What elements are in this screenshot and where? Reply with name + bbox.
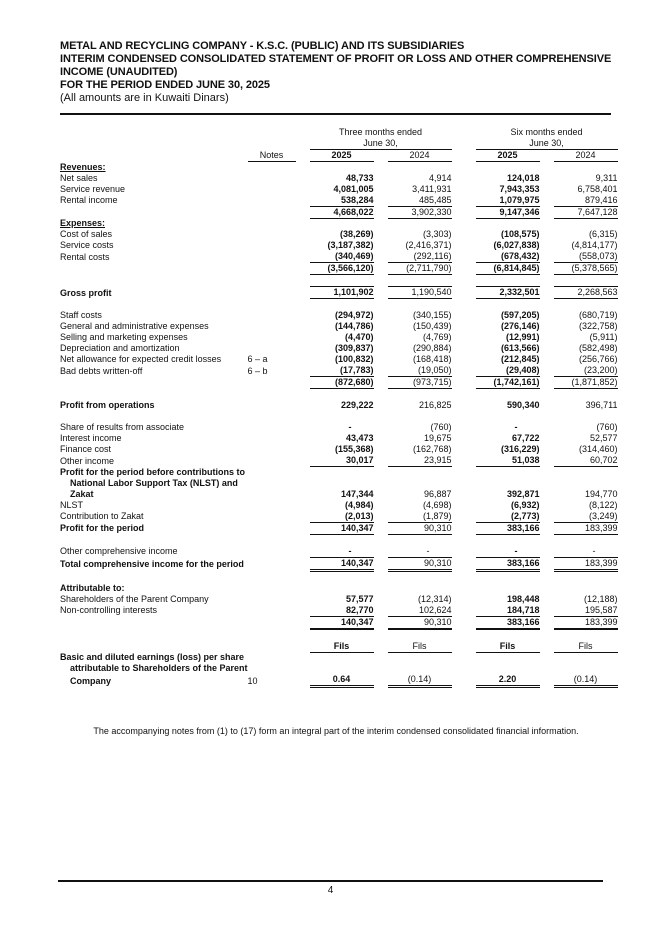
table-row [60, 354, 618, 365]
value: (144,786) [335, 321, 374, 331]
three-months-header: Three months ended [339, 127, 423, 137]
table-row [60, 184, 618, 195]
value: 879,416 [554, 195, 618, 207]
value: (678,432) [476, 251, 540, 263]
value: (314,460) [579, 444, 618, 454]
value: 3,411,931 [412, 183, 452, 194]
value: 102,624 [388, 605, 452, 617]
table-row [60, 173, 618, 184]
row-label: Company [70, 675, 112, 686]
statement-header [60, 40, 612, 105]
value: (1,742,161) [476, 377, 540, 389]
note-ref [248, 343, 296, 354]
row-label: Selling and marketing expenses [60, 332, 188, 342]
row-label: General and administrative expenses [60, 321, 209, 331]
row-label: Non-controlling interests [60, 605, 158, 615]
value: 396,711 [585, 400, 618, 410]
row-label: Contribution to Zakat [60, 511, 144, 521]
row-label: Profit for the period [60, 523, 144, 533]
note-ref [248, 321, 296, 332]
row-label: Gross profit [60, 287, 112, 298]
eps-label-2: attributable to Shareholders of the Parent [70, 663, 248, 673]
value: (973,715) [388, 377, 452, 389]
value: 1,190,540 [388, 287, 452, 299]
row-label: Rental costs [60, 251, 110, 262]
year-header-6m-current: 2025 [476, 150, 540, 162]
table-row [60, 455, 618, 467]
value: 194,770 [584, 488, 618, 499]
row-label: Net allowance for expected credit losses [60, 354, 222, 364]
row-label: Other comprehensive income [60, 546, 178, 556]
value: (613,566) [501, 343, 540, 353]
row-label: Other income [60, 455, 115, 466]
value: (4,769) [423, 332, 452, 342]
value: 392,871 [506, 488, 540, 499]
row-label: Profit from operations [60, 400, 155, 410]
row-label: Net sales [60, 172, 98, 183]
value: (2,416,371) [405, 240, 452, 250]
value: (322,758) [579, 321, 618, 331]
row-label: Depreciation and amortization [60, 343, 180, 353]
value: (6,932) [511, 499, 540, 510]
row-label: Zakat [70, 488, 94, 499]
value: 48,733 [346, 172, 374, 183]
value: (1,871,852) [554, 377, 618, 389]
total-comprehensive-row [60, 557, 618, 570]
row-label: Rental income [60, 195, 118, 205]
revenues-heading: Revenues: [60, 161, 106, 172]
table-row [60, 343, 618, 354]
value: 43,473 [346, 433, 374, 443]
value: (3,566,120) [310, 263, 374, 275]
value: (760) [596, 422, 618, 432]
value: (0.14) [388, 674, 452, 687]
value: 2.20 [476, 674, 540, 687]
value: 183,399 [554, 616, 618, 629]
value: (4,698) [423, 499, 452, 510]
table-row [60, 365, 618, 377]
table-row [60, 433, 618, 444]
value: (6,027,838) [493, 240, 540, 250]
value: (597,205) [501, 310, 540, 320]
value: (17,783) [310, 365, 374, 377]
table-row [60, 229, 618, 240]
value: (6,814,845) [476, 263, 540, 275]
value: 140,347 [310, 522, 374, 534]
value: 1,101,902 [310, 287, 374, 299]
oci-row [60, 546, 618, 558]
value: 90,310 [388, 616, 452, 629]
value: (872,680) [310, 377, 374, 389]
three-months-subheader: June 30, [310, 138, 452, 150]
eps-row [60, 674, 618, 687]
note-ref: 6 – a [247, 354, 268, 364]
profit-from-operations-row [60, 400, 618, 411]
table-row [60, 605, 618, 617]
expenses-heading: Expenses: [60, 218, 106, 228]
table-row [60, 444, 618, 455]
column-group-header [60, 127, 618, 138]
notes-header: Notes [248, 150, 296, 162]
row-label: NLST [60, 499, 84, 510]
value: 23,915 [388, 455, 452, 467]
value: 51,038 [476, 455, 540, 467]
six-months-header: Six months ended [510, 127, 583, 137]
unit-label: Fils [388, 641, 452, 653]
value: 198,448 [506, 593, 540, 604]
value: (212,845) [501, 354, 540, 364]
table-row [60, 310, 618, 321]
value: (38,269) [340, 229, 374, 239]
value: 90,310 [388, 557, 452, 570]
value: 216,825 [418, 400, 452, 410]
value: 1,079,975 [476, 195, 540, 207]
value: (290,884) [413, 343, 452, 353]
row-label: Service revenue [60, 183, 126, 194]
value: - [554, 546, 618, 558]
year-header-3m-current: 2025 [310, 150, 374, 162]
eps-unit-row [60, 641, 618, 653]
value: (276,146) [501, 321, 540, 331]
value: (4,814,177) [571, 240, 618, 250]
currency-note: (All amounts are in Kuwaiti Dinars) [60, 92, 229, 104]
table-row [60, 332, 618, 343]
value: 538,284 [310, 195, 374, 207]
value: 184,718 [476, 605, 540, 617]
value: 96,887 [424, 488, 452, 499]
value: 30,017 [310, 455, 374, 467]
value: 140,347 [310, 557, 374, 570]
value: 124,018 [506, 172, 540, 183]
expenses-total-row [60, 263, 618, 275]
value: 195,587 [554, 605, 618, 617]
value: 9,147,346 [476, 206, 540, 218]
profit-before-tax-label-1: Profit for the period before contributions to [60, 466, 245, 477]
value: (0.14) [554, 674, 618, 687]
value: 52,577 [590, 433, 618, 443]
value: 7,647,128 [554, 206, 618, 218]
value: (316,229) [501, 444, 540, 454]
value: 90,310 [388, 522, 452, 534]
value: (100,832) [335, 354, 374, 364]
value: (3,303) [423, 229, 452, 239]
profit-for-period-row [60, 522, 618, 534]
value: 4,668,022 [310, 206, 374, 218]
value: 2,268,563 [554, 287, 618, 299]
unit-label: Fils [476, 641, 540, 653]
value: (3,187,382) [327, 240, 374, 250]
value: - [310, 546, 374, 558]
eps-label-1: Basic and diluted earnings (loss) per share [60, 652, 245, 662]
value: 3,902,330 [388, 206, 452, 218]
attributable-heading: Attributable to: [60, 582, 125, 593]
statement-title-line2: INCOME (UNAUDITED) [60, 66, 178, 78]
row-label: Service costs [60, 240, 114, 250]
statement-title-line1: INTERIM CONDENSED CONSOLIDATED STATEMENT OF PROFIT OR LOSS AND OTHER COMPREHENSIVE [60, 53, 612, 65]
value: (6,315) [589, 229, 618, 239]
row-label: Total comprehensive income for the period [60, 559, 244, 569]
value: (680,719) [579, 310, 618, 320]
value: (5,911) [589, 332, 618, 342]
company-name: METAL AND RECYCLING COMPANY - K.S.C. (PUBLIC) AND ITS SUBSIDIARIES [60, 40, 465, 52]
value: - [388, 546, 452, 558]
value: 229,222 [340, 400, 374, 410]
revenues-total-row [60, 206, 618, 218]
value: 383,166 [476, 522, 540, 534]
row-label: Shareholders of the Parent Company [60, 593, 209, 604]
value: (309,837) [335, 343, 374, 353]
value: (3,249) [554, 511, 618, 523]
value: (1,879) [388, 511, 452, 523]
value: (4,470) [345, 332, 374, 342]
value: (108,575) [501, 229, 540, 239]
attributable-total-row [60, 616, 618, 629]
table-row [60, 500, 618, 511]
value: (150,439) [413, 321, 452, 331]
value: - [514, 422, 518, 432]
value: - [348, 422, 352, 432]
value: (256,766) [579, 354, 618, 364]
value: 9,311 [595, 172, 618, 183]
value: (8,122) [589, 499, 618, 510]
value: 147,344 [340, 488, 374, 499]
table-row [60, 195, 618, 207]
value: 183,399 [554, 557, 618, 570]
row-label: Cost of sales [60, 229, 113, 239]
value: (162,768) [413, 444, 452, 454]
table-row [60, 321, 618, 332]
value: (760) [430, 422, 452, 432]
row-label: Staff costs [60, 310, 102, 320]
value: 0.64 [310, 674, 374, 687]
gross-profit-row [60, 287, 618, 299]
value: 2,332,501 [476, 287, 540, 299]
value: (19,050) [388, 365, 452, 377]
header-divider [60, 113, 611, 115]
table-row [60, 240, 618, 251]
note-ref [248, 310, 296, 321]
value: 383,166 [476, 557, 540, 570]
footer-divider [58, 880, 603, 882]
row-label: Share of results from associate [60, 422, 185, 432]
value: (2,013) [310, 511, 374, 523]
value: 7,943,353 [499, 183, 540, 194]
unit-label: Fils [310, 641, 374, 653]
table-row [60, 511, 618, 523]
value: (2,773) [476, 511, 540, 523]
value: (29,408) [476, 365, 540, 377]
value: 183,399 [554, 522, 618, 534]
value: (340,469) [310, 251, 374, 263]
value: 383,166 [476, 616, 540, 629]
value: - [476, 546, 540, 558]
table-row [60, 422, 618, 433]
value: (12,188) [584, 593, 618, 604]
value: 82,770 [310, 605, 374, 617]
operating-total-row [60, 377, 618, 389]
value: 19,675 [424, 433, 452, 443]
row-label: Interest income [60, 433, 122, 443]
six-months-subheader: June 30, [476, 138, 618, 150]
note-ref [248, 332, 296, 343]
value: (155,368) [335, 444, 374, 454]
income-statement-table [60, 127, 618, 688]
value: (168,418) [413, 354, 452, 364]
value: (4,984) [345, 499, 374, 510]
value: (558,073) [554, 251, 618, 263]
year-header-6m-prior: 2024 [554, 150, 618, 162]
row-label: Bad debts written-off [60, 365, 143, 376]
value: 67,722 [512, 433, 540, 443]
value: (12,314) [418, 593, 452, 604]
period-title: FOR THE PERIOD ENDED JUNE 30, 2025 [60, 79, 270, 91]
profit-before-tax-row [60, 489, 618, 500]
value: 590,340 [506, 400, 540, 410]
table-row [60, 251, 618, 263]
row-label: Finance cost [60, 444, 112, 454]
value: 4,914 [429, 172, 452, 183]
value: (12,991) [506, 332, 540, 342]
year-header-3m-prior: 2024 [388, 150, 452, 162]
value: 6,758,401 [577, 183, 618, 194]
value: 60,702 [554, 455, 618, 467]
value: 485,485 [388, 195, 452, 207]
page-number: 4 [327, 885, 334, 896]
unit-label: Fils [554, 641, 618, 653]
note-ref: 6 – b [247, 365, 268, 376]
value: (292,116) [388, 251, 452, 263]
value: (294,972) [335, 310, 374, 320]
table-row [60, 594, 618, 605]
note-ref: 10 [247, 675, 258, 686]
value: (5,378,565) [554, 263, 618, 275]
value: (582,498) [579, 343, 618, 353]
value: (2,711,790) [388, 263, 452, 275]
profit-before-tax-label-2: National Labor Support Tax (NLST) and [70, 477, 238, 488]
value: 4,081,005 [333, 183, 374, 194]
value: (23,200) [554, 365, 618, 377]
value: 140,347 [310, 616, 374, 629]
notes-footnote: The accompanying notes from (1) to (17) form an integral part of the interim condensed consolidated financial information. [93, 726, 579, 736]
value: (340,155) [413, 310, 452, 320]
column-group-subheader [60, 138, 618, 150]
year-header-row [60, 150, 618, 162]
value: 57,577 [346, 593, 374, 604]
